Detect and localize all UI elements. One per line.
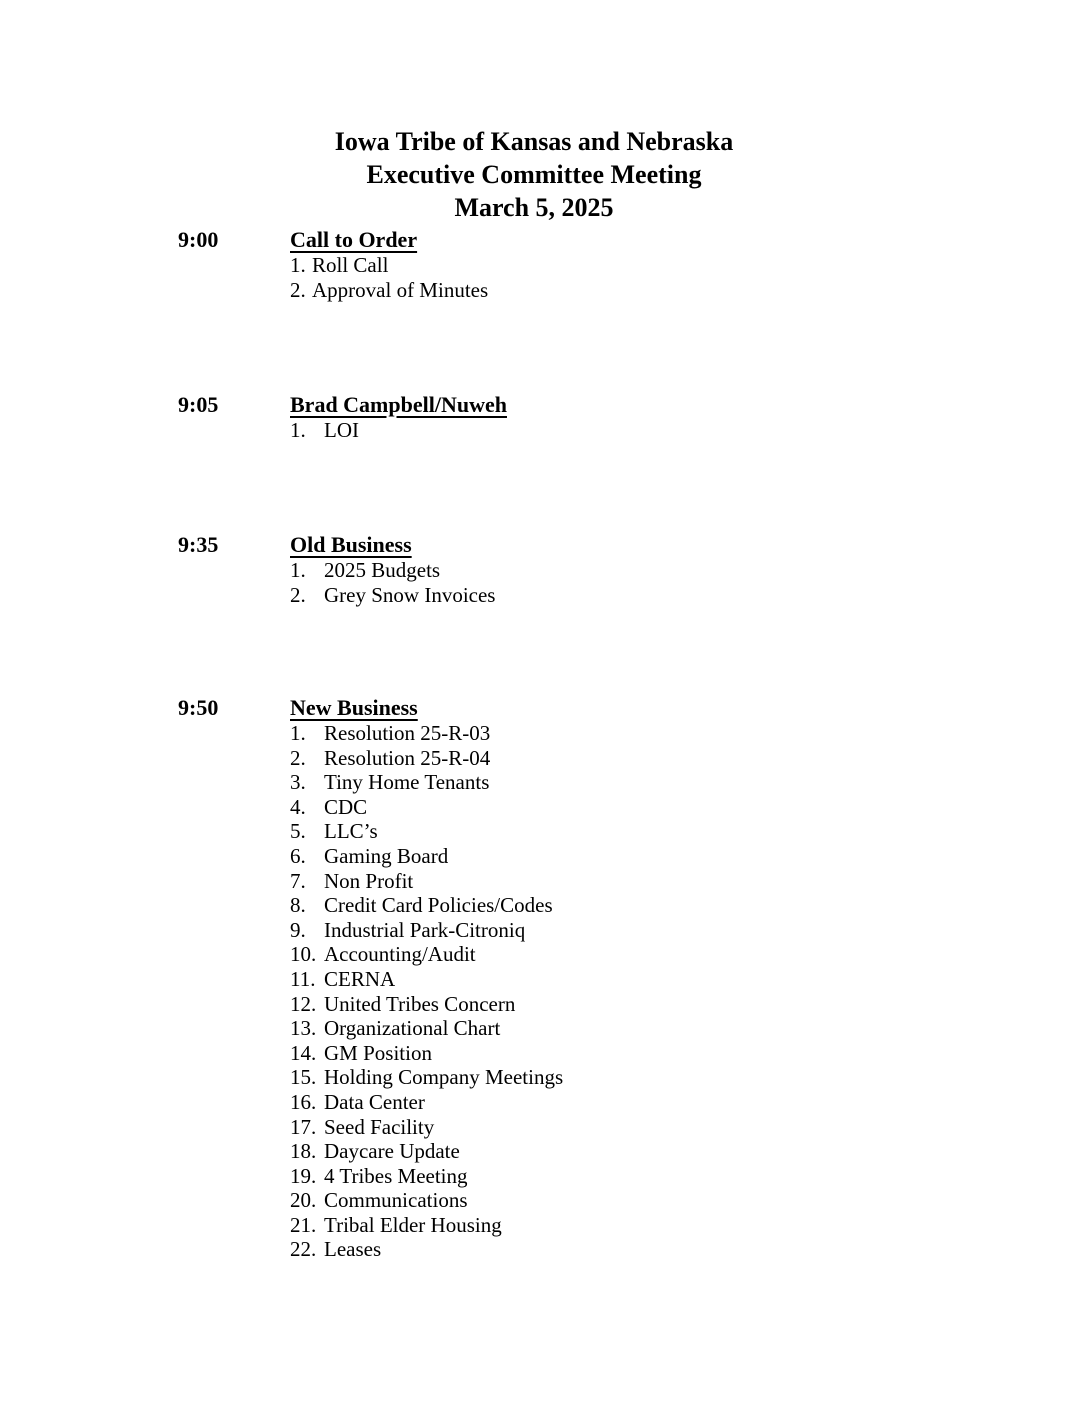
title-organization: Iowa Tribe of Kansas and Nebraska (334, 127, 734, 156)
item-number: 5. (290, 819, 306, 844)
agenda-item (290, 942, 1088, 967)
item-text: Data Center (324, 1089, 425, 1114)
section-time: 9:05 (178, 392, 219, 417)
item-text: Organizational Chart (324, 1016, 501, 1041)
section-time: 9:50 (178, 695, 219, 720)
agenda-item (290, 844, 1088, 869)
agenda-item (290, 893, 1088, 918)
item-text: Resolution 25-R-04 (324, 745, 491, 770)
agenda-item (290, 1041, 1088, 1066)
item-number: 2. (290, 582, 306, 607)
item-text: Approval of Minutes (312, 277, 489, 302)
item-number: 6. (290, 843, 306, 868)
item-number: 14. (290, 1040, 317, 1065)
item-text: Credit Card Policies/Codes (324, 893, 553, 918)
agenda-item (290, 1065, 1088, 1090)
item-text: Tiny Home Tenants (324, 770, 490, 795)
item-number: 16. (290, 1089, 317, 1114)
item-number: 20. (290, 1188, 317, 1213)
item-number: 2. (290, 745, 306, 770)
item-text: Non Profit (324, 868, 414, 893)
item-text: LLC’s (324, 819, 378, 844)
item-text: CDC (324, 794, 368, 819)
agenda-item (290, 1016, 1088, 1041)
item-number: 2. (290, 277, 306, 302)
agenda-item (290, 819, 1088, 844)
item-text: Seed Facility (324, 1114, 435, 1139)
item-text: Gaming Board (324, 843, 449, 868)
section-heading: Brad Campbell/Nuweh (290, 392, 507, 417)
agenda-item (290, 1164, 1088, 1189)
item-number: 3. (290, 770, 306, 795)
item-number: 21. (290, 1212, 317, 1237)
agenda-item (290, 1188, 1088, 1213)
item-number: 17. (290, 1114, 317, 1139)
item-number: 19. (290, 1163, 317, 1188)
item-text: Holding Company Meetings (324, 1065, 564, 1090)
agenda-item (290, 1115, 1088, 1140)
item-number: 7. (290, 868, 306, 893)
section-heading: Call to Order (290, 227, 418, 252)
item-text: CERNA (324, 966, 396, 991)
agenda-section-brad-campbell-nuweh (0, 392, 1088, 443)
section-time: 9:00 (178, 227, 219, 252)
agenda-section-old-business (0, 532, 1088, 607)
item-text: Leases (324, 1237, 382, 1262)
agenda-item (290, 746, 1088, 771)
item-text: LOI (324, 418, 359, 442)
title-meeting-type: Executive Committee Meeting (366, 160, 702, 189)
agenda-section-call-to-order (0, 227, 1088, 302)
item-number: 1. (290, 253, 306, 277)
item-number: 4. (290, 794, 306, 819)
item-number: 22. (290, 1237, 317, 1262)
document-title (128, 125, 940, 224)
agenda-item (290, 770, 1088, 795)
agenda-item (290, 253, 1088, 278)
item-number: 1. (290, 558, 306, 582)
agenda-item (290, 558, 1088, 583)
section-time: 9:35 (178, 532, 219, 557)
agenda-item (290, 967, 1088, 992)
section-heading: Old Business (290, 532, 412, 557)
item-text: 4 Tribes Meeting (324, 1163, 468, 1188)
item-text: Communications (324, 1188, 468, 1213)
agenda-item (290, 918, 1088, 943)
agenda-item (290, 418, 1088, 443)
item-number: 8. (290, 893, 306, 918)
item-number: 15. (290, 1065, 317, 1090)
item-text: GM Position (324, 1040, 432, 1065)
agenda-item (290, 1090, 1088, 1115)
item-number: 10. (290, 942, 317, 967)
agenda-item (290, 278, 1088, 303)
item-number: 18. (290, 1139, 317, 1164)
item-text: Grey Snow Invoices (324, 582, 496, 607)
title-meeting-date: March 5, 2025 (454, 193, 614, 222)
item-text: 2025 Budgets (324, 558, 441, 582)
item-number: 13. (290, 1016, 317, 1041)
item-text: United Tribes Concern (324, 991, 516, 1016)
item-number: 9. (290, 917, 306, 942)
item-number: 12. (290, 991, 317, 1016)
section-heading: New Business (290, 695, 418, 720)
item-number: 1. (290, 721, 306, 745)
item-number: 11. (290, 966, 316, 991)
item-text: Industrial Park-Citroniq (324, 917, 526, 942)
agenda-item (290, 795, 1088, 820)
agenda-section-new-business (0, 695, 1088, 1262)
item-text: Tribal Elder Housing (324, 1212, 502, 1237)
agenda-item (290, 583, 1088, 608)
agenda-item (290, 721, 1088, 746)
item-text: Resolution 25-R-03 (324, 721, 491, 745)
item-text: Accounting/Audit (324, 942, 476, 967)
item-number: 1. (290, 418, 306, 442)
agenda-item (290, 869, 1088, 894)
agenda-item (290, 1213, 1088, 1238)
item-text: Roll Call (312, 253, 389, 277)
item-text: Daycare Update (324, 1139, 460, 1164)
agenda-item (290, 1237, 1088, 1262)
agenda-item (290, 992, 1088, 1017)
agenda-item (290, 1139, 1088, 1164)
